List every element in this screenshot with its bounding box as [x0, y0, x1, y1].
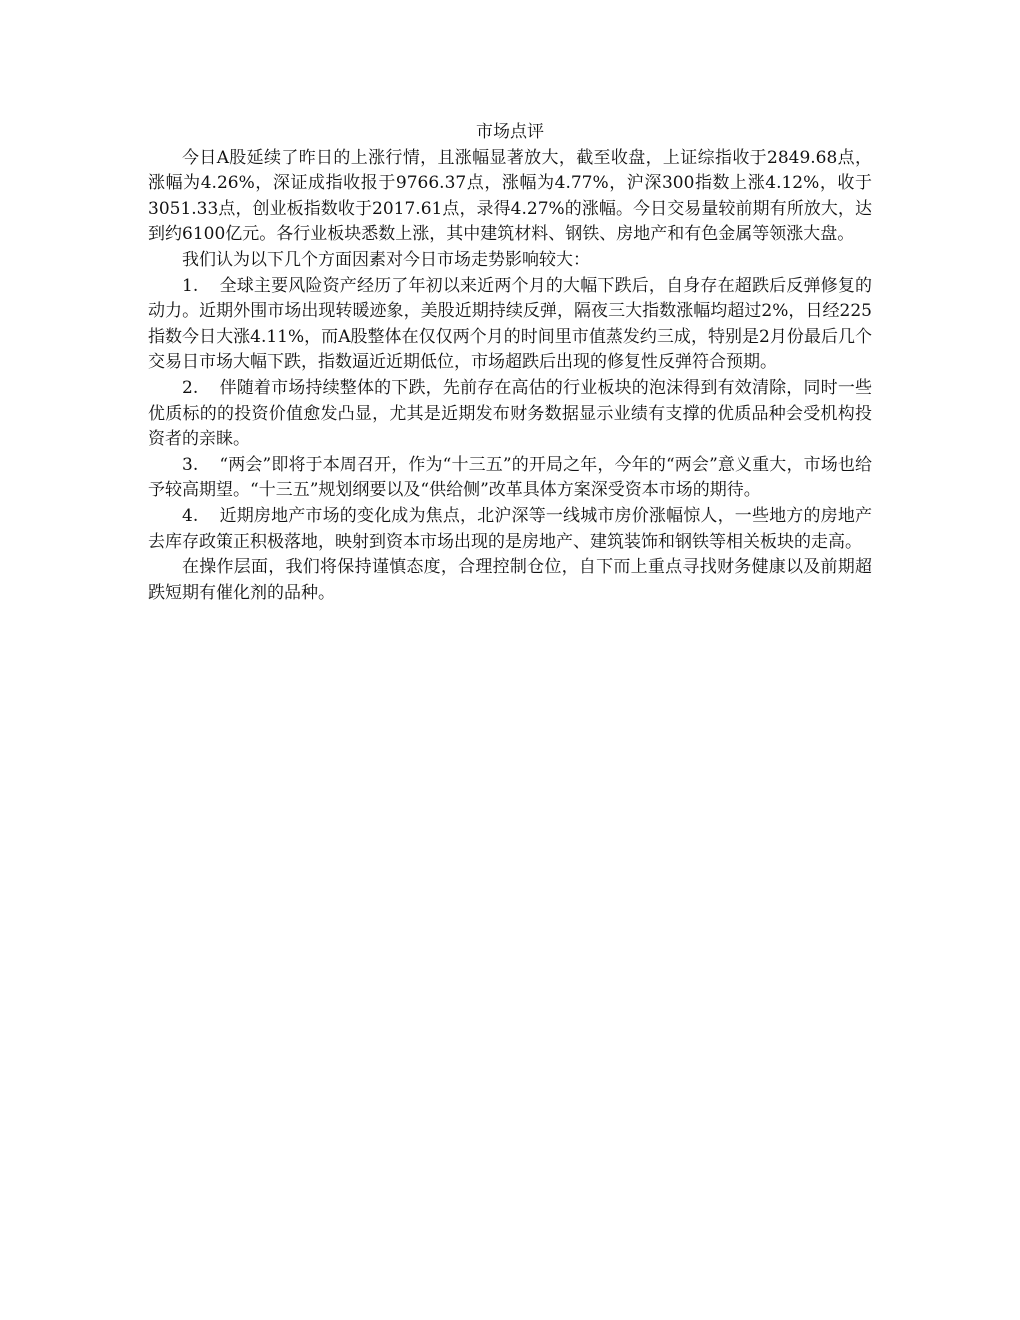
list-item	[148, 453, 872, 504]
list-item-text: 近期房地产市场的变化成为焦点，北沪深等一线城市房价涨幅惊人，一些地方的房地产去库存政策正积极落地，映射到资本市场出现的是房地产、建筑装饰和钢铁等相关板块的走高。	[148, 505, 872, 552]
list-item-number: 3.	[182, 454, 199, 475]
list-item-number: 2.	[182, 377, 199, 398]
document-title: 市场点评	[476, 122, 544, 142]
intro-paragraph: 今日A股延续了昨日的上涨行情，且涨幅显著放大，截至收盘，上证综指收于2849.68点，涨幅为4.26%，深证成指收报于9766.37点，涨幅为4.77%，沪深300指数上涨4.12%，收于3051.33点，创业板指数收于2017.61点，录得4.27%的涨幅。今日交易量较前期有所放大，达到约6100亿元。各行业板块悉数上涨，其中建筑材料、钢铁、房地产和有色金属等领涨大盘。	[148, 147, 872, 245]
list-item	[148, 376, 872, 453]
list-item-text: 伴随着市场持续整体的下跌，先前存在高估的行业板块的泡沫得到有效清除，同时一些优质标的的投资价值愈发凸显，尤其是近期发布财务数据显示业绩有支撑的优质品种会受机构投资者的亲睐。	[148, 377, 872, 450]
list-item	[148, 274, 872, 376]
list-item-text: “两会”即将于本周召开，作为“十三五”的开局之年，今年的“两会”意义重大，市场也给予较高期望。“十三五”规划纲要以及“供给侧”改革具体方案深受资本市场的期待。	[148, 454, 872, 501]
lead-paragraph: 我们认为以下几个方面因素对今日市场走势影响较大：	[182, 249, 590, 270]
list-item-number: 4.	[182, 505, 199, 526]
list-item-text: 全球主要风险资产经历了年初以来近两个月的大幅下跌后，自身存在超跌后反弹修复的动力。近期外围市场出现转暖迹象，美股近期持续反弹，隔夜三大指数涨幅均超过2%，日经225指数今日大涨4.11%，而A股整体在仅仅两个月的时间里市值蒸发约三成，特别是2月份最后几个交易日市场大幅下跌，指数逼近近期低位，市场超跌后出现的修复性反弹符合预期。	[148, 275, 872, 373]
document-body	[148, 120, 872, 606]
list-item	[148, 504, 872, 555]
list-item-number: 1.	[182, 275, 199, 296]
conclusion-paragraph: 在操作层面，我们将保持谨慎态度，合理控制仓位，自下而上重点寻找财务健康以及前期超跌短期有催化剂的品种。	[148, 557, 872, 603]
